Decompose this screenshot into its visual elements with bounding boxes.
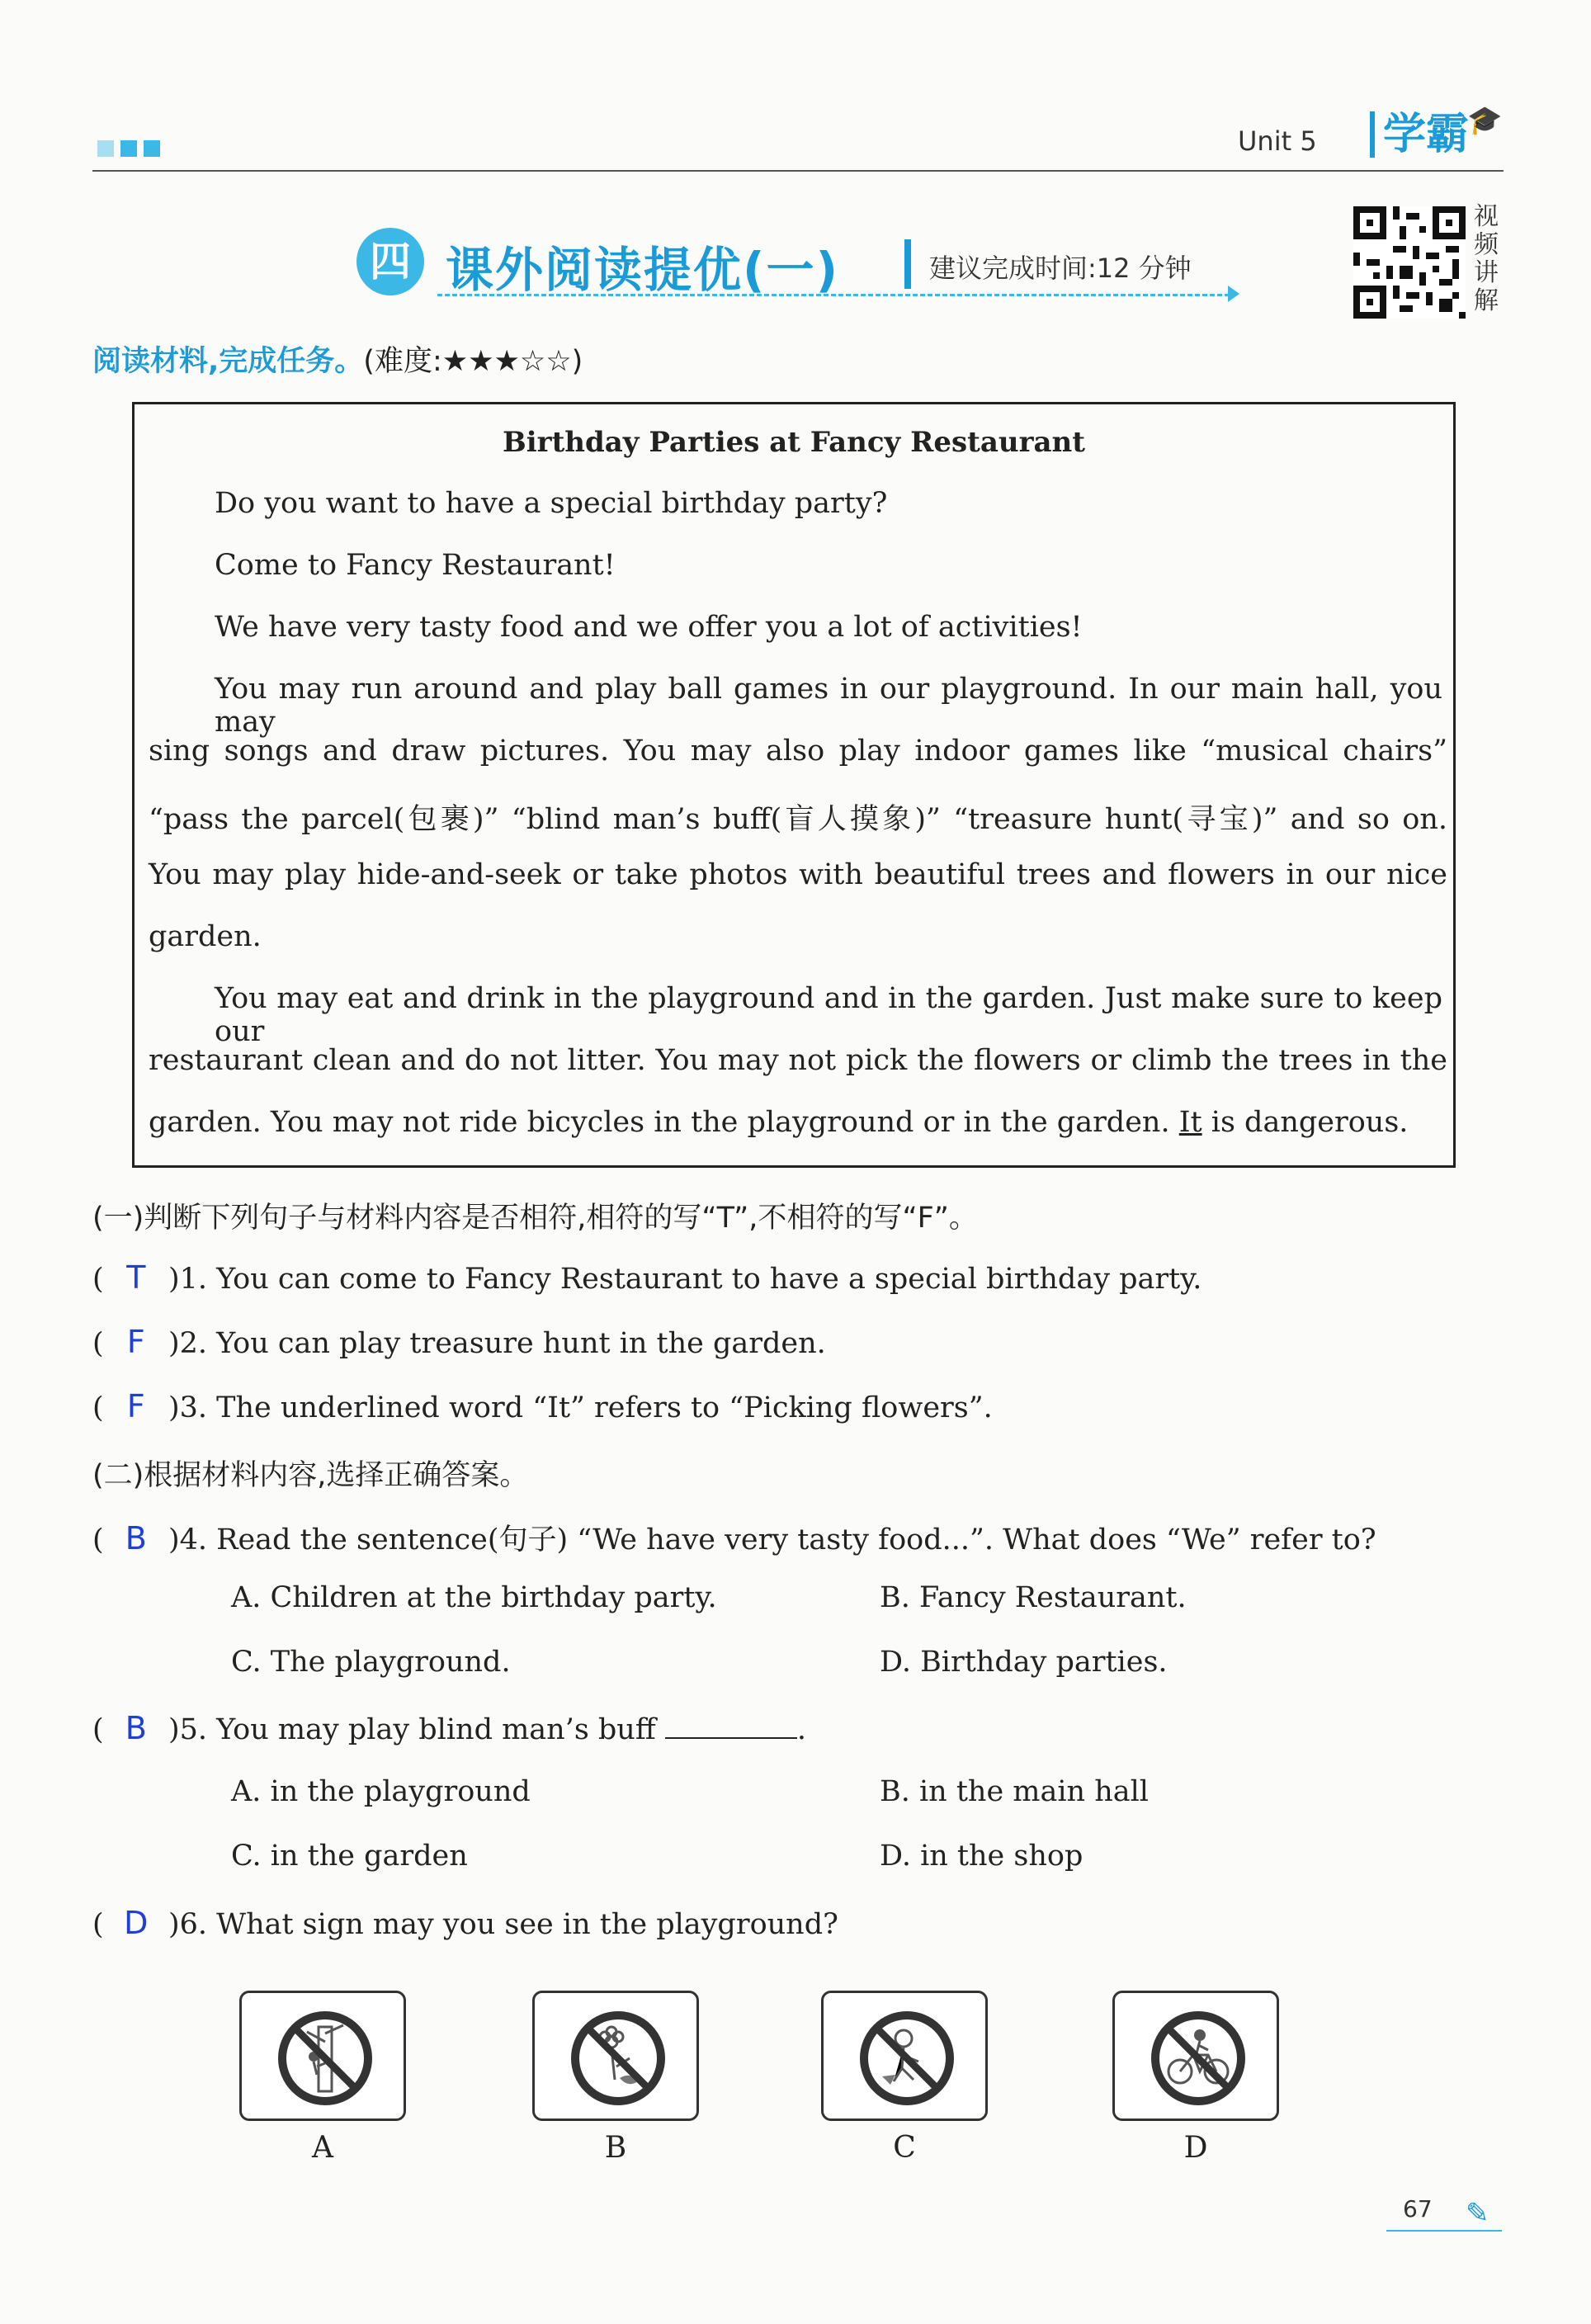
difficulty-rating: (难度:★★★☆☆) (363, 345, 583, 378)
option-4a[interactable]: A. Children at the birthday party. (231, 1581, 717, 1614)
passage-line: garden. (149, 920, 262, 953)
page-number: 67 (1403, 2195, 1433, 2222)
answer-6[interactable]: D (124, 1905, 149, 1941)
answer-1[interactable]: T (126, 1259, 146, 1296)
passage-line: We have very tasty food and we offer you a lot of activities! (215, 611, 1083, 644)
answer-4[interactable]: B (125, 1520, 147, 1556)
question-text: )3. The underlined word “It” refers to “Picking flowers”. (168, 1391, 993, 1424)
qr-label-char: 视 (1474, 202, 1499, 231)
sign-no-bicycles[interactable] (1112, 1991, 1279, 2121)
title-dashed-line (437, 294, 1230, 296)
option-4c[interactable]: C. The playground. (231, 1646, 511, 1679)
sign-no-picking-flowers[interactable] (532, 1991, 699, 2121)
paren-open: ( (92, 1713, 104, 1746)
question-2 (92, 1324, 826, 1360)
no-litter-icon (857, 2009, 956, 2108)
passage-title: Birthday Parties at Fancy Restaurant (503, 426, 1085, 459)
question-1 (92, 1259, 1202, 1296)
question-4 (92, 1517, 1376, 1558)
paren-open: ( (92, 1391, 104, 1424)
no-picking-flowers-icon (569, 2009, 668, 2108)
sign-label-d: D (1183, 2131, 1208, 2165)
answer-2[interactable]: F (126, 1324, 145, 1360)
question-text: )5. You may play blind man’s buff (168, 1713, 656, 1746)
qr-label-char: 讲 (1474, 258, 1499, 287)
option-5c[interactable]: C. in the garden (231, 1840, 468, 1873)
instruction-main: 阅读材料,完成任务。 (92, 345, 364, 378)
sign-label-b: B (604, 2131, 627, 2165)
sign-label-a: A (312, 2131, 333, 2165)
answer-5[interactable]: B (125, 1710, 147, 1746)
no-bicycles-icon (1149, 2009, 1248, 2108)
option-5d[interactable]: D. in the shop (880, 1840, 1083, 1873)
sign-no-litter[interactable] (821, 1991, 988, 2121)
question-6 (92, 1905, 838, 1941)
paren-open: ( (92, 1263, 104, 1296)
question-text: )2. You can play treasure hunt in the garden. (168, 1327, 826, 1360)
arrow-icon (1228, 286, 1239, 302)
question-end: . (796, 1713, 806, 1746)
time-hint: 建议完成时间:12 分钟 (929, 253, 1192, 284)
answer-blank[interactable] (665, 1712, 797, 1739)
passage-line-text: garden. You may not ride bicycles in the playground or in the garden. (149, 1106, 1170, 1139)
passage-line: “pass the parcel(包裹)” “blind man’s buff(盲人摸象)” “treasure hunt(寻宝)” and so on. (149, 803, 1447, 836)
passage-line: Come to Fancy Restaurant! (215, 549, 616, 582)
passage-line-last (149, 1106, 1408, 1139)
title-separator (904, 239, 911, 289)
sign-label-c: C (893, 2131, 916, 2165)
no-climbing-icon (276, 2009, 375, 2108)
option-4d[interactable]: D. Birthday parties. (880, 1646, 1168, 1679)
header-decoration (97, 140, 160, 157)
paren-open: ( (92, 1523, 104, 1556)
section-title: 课外阅读提优(一) (446, 242, 840, 298)
passage-line: restaurant clean and do not litter. You may not pick the flowers or climb the trees in the (149, 1044, 1447, 1077)
qr-code-icon[interactable] (1353, 206, 1466, 319)
question-5 (92, 1710, 806, 1746)
passage-line: Do you want to have a special birthday party? (215, 487, 888, 520)
header-divider (92, 170, 1504, 172)
question-text: )4. Read the sentence(句子) “We have very tasty food...”. What does “We” refer to? (168, 1523, 1376, 1556)
pencil-icon: ✎ (1466, 2197, 1489, 2230)
question-3 (92, 1388, 993, 1424)
part2-heading: (二)根据材料内容,选择正确答案。 (92, 1459, 529, 1492)
qr-label-char: 解 (1474, 286, 1499, 315)
passage-line: You may play hide-and-seek or take photos with beautiful trees and flowers in our nice (149, 858, 1447, 891)
graduation-cap-icon: 🎓 (1467, 104, 1503, 137)
qr-label (1474, 203, 1502, 315)
passage-line: You may eat and drink in the playground and in the garden. Just make sure to keep our (215, 982, 1442, 1048)
unit-label: Unit 5 (1238, 125, 1317, 157)
paren-open: ( (92, 1908, 104, 1941)
option-5a[interactable]: A. in the playground (231, 1775, 531, 1808)
brand-logo: 学霸 (1370, 111, 1469, 158)
option-4b[interactable]: B. Fancy Restaurant. (880, 1581, 1187, 1614)
paren-open: ( (92, 1327, 104, 1360)
part1-heading: (一)判断下列句子与材料内容是否相符,相符的写“T”,不相符的写“F”。 (92, 1202, 978, 1235)
option-5b[interactable]: B. in the main hall (880, 1775, 1149, 1808)
answer-3[interactable]: F (126, 1388, 145, 1424)
underlined-word: It (1178, 1106, 1202, 1139)
footer-line (1386, 2230, 1502, 2232)
section-badge: 四 (356, 228, 424, 295)
instruction (92, 338, 583, 380)
passage-line-tail: is dangerous. (1202, 1106, 1409, 1139)
sign-no-climbing-trees[interactable] (239, 1991, 406, 2121)
passage-line: sing songs and draw pictures. You may also play indoor games like “musical chairs” (149, 735, 1447, 768)
question-text: )1. You can come to Fancy Restaurant to have a special birthday party. (168, 1263, 1202, 1296)
qr-label-char: 频 (1474, 230, 1499, 259)
passage-line: You may run around and play ball games in our playground. In our main hall, you may (215, 673, 1442, 739)
question-text: )6. What sign may you see in the playground? (168, 1908, 838, 1941)
